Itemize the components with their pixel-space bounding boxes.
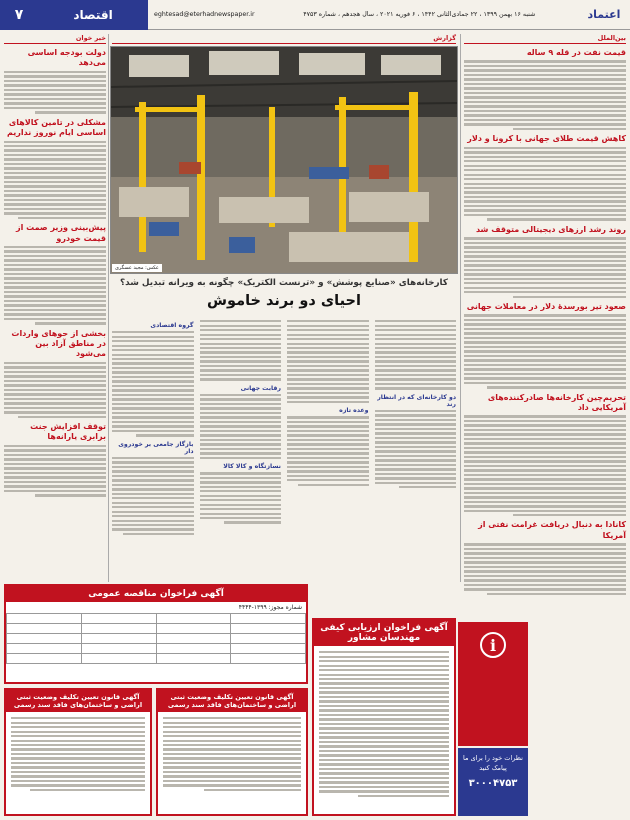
article-column — [287, 318, 369, 537]
news-body — [464, 314, 626, 388]
news-body — [464, 543, 626, 595]
news-title[interactable]: صعود تیر بورسدۀ دلار در معاملات جهانی — [466, 301, 626, 311]
tender-ad-code: شماره مجوز: ۱۳۹۹-۴۴۴۴ — [238, 604, 302, 611]
news-title[interactable]: بخشی از حوهای واردات در مناطق آزاد بین می‌شود — [11, 328, 106, 359]
tender-table — [6, 613, 306, 664]
news-body — [464, 60, 626, 130]
article-body — [112, 318, 456, 537]
photo-credit: عکس: مجید عسگری — [112, 264, 162, 272]
news-title[interactable]: دولت بودجه اساسی می‌دهد — [27, 48, 106, 68]
news-body — [464, 237, 626, 298]
left-column-label: خبر خوان — [4, 34, 106, 44]
news-title[interactable]: تحریم‌چین کارخانه‌ها صادرکننده‌های آمریکایی داد — [487, 392, 626, 412]
tender-ad — [4, 584, 308, 684]
page-number: ۷ — [0, 0, 38, 30]
factory-photo — [110, 46, 458, 274]
news-body — [464, 147, 626, 221]
column-divider — [460, 34, 461, 582]
land-registration-ad — [156, 688, 308, 816]
news-body — [4, 141, 106, 220]
factory-interior-illustration — [110, 47, 457, 274]
news-body — [464, 415, 626, 516]
left-column — [4, 34, 106, 499]
news-title[interactable]: توقف افزایش جنت برابری یارانه‌ها — [30, 422, 106, 442]
article-subhead: وعده تازه — [339, 407, 369, 415]
news-body — [4, 445, 106, 497]
newspaper-logo: اعتماد — [587, 8, 621, 21]
article-subhead: دو کارخانه‌ای که در انتظار رند — [377, 393, 456, 408]
land-ad-body — [6, 712, 150, 796]
consultant-ad-body — [314, 646, 454, 802]
section-title: اقتصاد — [38, 0, 148, 30]
article-column — [112, 318, 194, 537]
article-subhead: نسازتگاه و کالا کالا — [223, 463, 281, 471]
consultant-ad-title[interactable]: آگهی فراخوان ارزیابی کیفی مهندسان مشاور — [314, 620, 454, 646]
article-column — [375, 318, 457, 537]
article-subhead: رقابت جهانی — [240, 384, 281, 392]
sms-text: نظرات خود را برای ما پیامک کنید — [463, 754, 523, 772]
news-title[interactable]: روند رشد ارزهای دیجیتالی متوقف شد — [475, 224, 626, 234]
land-registration-ad — [4, 688, 152, 816]
article-kicker: کارخانه‌های «صنایع پوشش» و «ترنست الکتریک» چگونه به ویرانه تبدیل شد؟ — [120, 278, 448, 288]
news-body — [4, 71, 106, 114]
sms-number[interactable]: ۳۰۰۰۴۷۵۳ — [468, 777, 518, 789]
news-title[interactable]: قیمت نفت در قله ۹ ساله — [526, 48, 626, 57]
land-ad-title[interactable]: آگهی قانون تعیین تکلیف وضعیت ثبتی اراضی و ساختمان‌های فاقد سند رسمی — [6, 690, 150, 712]
right-column-label: بین‌الملل — [464, 34, 626, 44]
news-body — [4, 362, 106, 418]
sms-box — [458, 748, 528, 816]
info-panel — [458, 622, 528, 746]
right-column — [464, 34, 626, 597]
column-divider — [108, 34, 109, 582]
email-address[interactable]: eghtesad@eterhadnewspaper.ir — [154, 11, 255, 18]
news-title[interactable]: کانادا به دنبال دریافت غرامت نفتی از آمریکا — [478, 520, 626, 540]
land-ad-body — [158, 712, 306, 796]
article-subhead: بازگاز جامعی بر خودروی دار — [118, 440, 194, 455]
date-line: شنبه ۱۶ بهمن ۱۳۹۹ ، ۲۲ جمادی‌الثانی ۱۴۴۲ ، ۶ فوریه ۲۰۲۱ ، سال هجدهم ، شماره ۴۷۵۳ — [303, 11, 536, 18]
masthead — [0, 0, 630, 30]
land-ad-title[interactable]: آگهی قانون تعیین تکلیف وضعیت ثبتی اراضی و ساختمان‌های فاقد سند رسمی — [158, 690, 306, 712]
news-body — [4, 246, 106, 325]
info-icon: i — [480, 632, 506, 658]
news-title[interactable]: پیش‌بینی وزیر صمت از قیمت خودرو — [15, 223, 106, 243]
article-subhead: گروه اقتصادی — [150, 322, 194, 329]
news-title[interactable]: کاهش قیمت طلای جهانی با کرونا و دلار — [467, 134, 626, 144]
news-title[interactable]: مشکلی در تامین کالاهای اساسی ایام نوروز نداریم — [7, 117, 106, 138]
article-headline[interactable]: احیای دو برند خاموش — [207, 293, 361, 309]
center-column-label: گزارش — [112, 34, 456, 44]
tender-ad-title[interactable]: آگهی فراخوان مناقصه عمومی — [6, 586, 306, 602]
consultant-ad — [312, 618, 456, 816]
article-column — [200, 318, 282, 537]
